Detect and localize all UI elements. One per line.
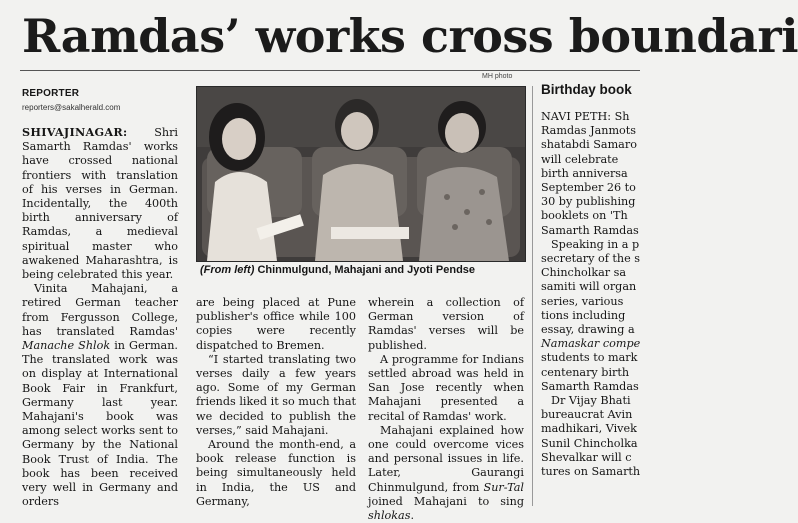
column-divider bbox=[532, 86, 533, 506]
sidebar-line: Ramdas Janmots bbox=[541, 124, 637, 138]
troupe-name: Sur-Tal bbox=[483, 480, 524, 494]
sidebar-line: Namaskar compe bbox=[541, 337, 641, 351]
photo-credit: MH photo bbox=[482, 73, 513, 80]
col2-paragraph-1: are being placed at Pune publisher's office while 100 copies were recently dispatched to Bremen. bbox=[196, 296, 356, 352]
sidebar-line: shatabdi Samaro bbox=[541, 138, 637, 152]
sidebar-line: centenary birth bbox=[541, 365, 630, 379]
sidebar-line: Samarth Ramdas bbox=[541, 379, 639, 393]
article-column-3 bbox=[368, 296, 524, 523]
sidebar-line: booklets on 'Th bbox=[541, 209, 628, 223]
sidebar-line: series, various bbox=[541, 294, 624, 308]
article-column-1 bbox=[22, 125, 178, 509]
article-photo bbox=[196, 86, 526, 262]
caption-text: Chinmulgund, Mahajani and Jyoti Pendse bbox=[254, 264, 476, 276]
col2-paragraph-2: “I started translating two verses daily a few years ago. Some of my German friends liked it so much that we decided to publish the verses,” said Mahajani. bbox=[196, 352, 356, 437]
sidebar-line: birth anniversa bbox=[541, 166, 628, 180]
sidebar-line: bureaucrat Avin bbox=[541, 408, 633, 422]
col1-paragraph-2b: in German. The translated work was on display at International Book Fair in Frankfurt, Germany last year. Mahajani's book was among select works sent to Germany by the National Book Trust of India. The book has been received very well in Germany and orders bbox=[22, 339, 178, 509]
byline-email: reporters@sakalherald.com bbox=[22, 103, 121, 112]
sidebar-story bbox=[541, 110, 641, 510]
headline-rule bbox=[20, 70, 640, 71]
dateline: SHIVAJINAGAR: bbox=[22, 125, 128, 139]
sidebar-line: Dr Vijay Bhati bbox=[551, 394, 631, 408]
sidebar-line: Shevalkar will c bbox=[541, 450, 632, 464]
article-column-2 bbox=[196, 296, 356, 509]
col3-paragraph-3-end: . bbox=[410, 509, 415, 523]
sidebar-line: Chincholkar sa bbox=[541, 266, 627, 280]
sidebar-line: madhikari, Vivek bbox=[541, 422, 637, 436]
sidebar-line: Samarth Ramdas bbox=[541, 223, 639, 237]
col1-paragraph-2a: Vinita Mahajani, a retired German teacher from Fergusson College, has translated Ramdas' bbox=[22, 282, 178, 338]
headline: Ramdas’ works cross boundari bbox=[22, 9, 798, 63]
sidebar-line: secretary of the s bbox=[541, 252, 641, 266]
sidebar-line: students to mark bbox=[541, 351, 638, 365]
shlokas-word: shlokas bbox=[368, 509, 411, 523]
col3-paragraph-3b: joined Mahajani to sing bbox=[368, 494, 524, 508]
col2-paragraph-3: Around the month-end, a book release function is being simultaneously held in India, the US and Germany, bbox=[196, 438, 356, 508]
col3-paragraph-2: A programme for Indians settled abroad was held in San Jose recently when Mahajani presented a recital of Ramdas' work. bbox=[368, 352, 524, 423]
sidebar-line: samiti will organ bbox=[541, 280, 637, 294]
photo-caption bbox=[200, 264, 475, 276]
sidebar-line: will celebrate bbox=[541, 152, 619, 166]
col1-paragraph-1: Shri Samarth Ramdas' works have crossed national frontiers with translation of his verses in German. Incidentally, the 400th birth anniversary of Ramdas, a medieval spiritual master who awakened Maharashtra, is being celebrated this year. bbox=[22, 126, 178, 282]
sidebar-line: Sunil Chincholka bbox=[541, 436, 638, 450]
book-title: Manache Shlok bbox=[22, 339, 111, 353]
sidebar-line: tures on Samarth bbox=[541, 465, 641, 479]
photo-illustration bbox=[197, 87, 525, 261]
sidebar-line: Speaking in a p bbox=[551, 237, 640, 251]
col3-paragraph-3a: Mahajani explained how one could overcome vices and personal issues in life. Later, Gaurangi Chinmulgund, from bbox=[368, 423, 524, 494]
sidebar-line: tions including bbox=[541, 308, 626, 322]
col3-paragraph-1: wherein a collection of German version of Ramdas' verses will be published. bbox=[368, 296, 524, 352]
sidebar-headline: Birthday book bbox=[541, 82, 632, 97]
byline-name: REPORTER bbox=[22, 88, 80, 99]
sidebar-line: September 26 to bbox=[541, 181, 636, 195]
sidebar-line: NAVI PETH: Sh bbox=[541, 110, 630, 123]
sidebar-line: essay, drawing a bbox=[541, 323, 635, 337]
sidebar-line: 30 by publishing bbox=[541, 195, 636, 209]
caption-lead: (From left) bbox=[200, 264, 255, 276]
